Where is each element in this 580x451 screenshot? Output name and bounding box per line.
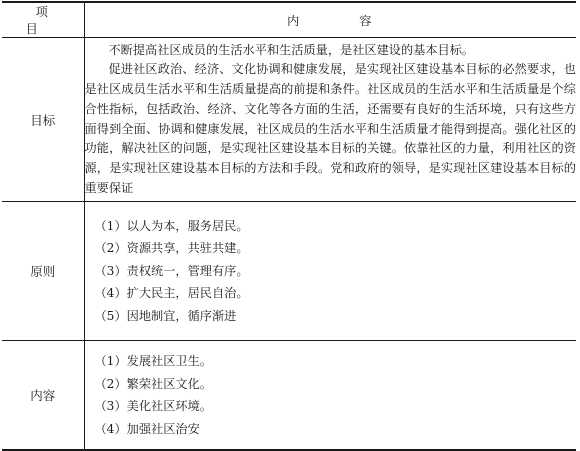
principle-list bbox=[85, 215, 577, 328]
header-row bbox=[2, 2, 576, 38]
list-item: （4）加强社区治安 bbox=[94, 421, 200, 436]
header-content: 内容 bbox=[84, 2, 576, 38]
goal-paragraph-2: 促进社区政治、经济、文化协调和健康发展，是实现社区建设基本目标的必然要求，也是社区成员生活水平和生活质量提高的前提和条件。社区成员的生活水平和生活质量是个综合性指标，包括政治、经济、文化等各方面的生活，还需要有良好的生活环境，只有这些方面得到全面、协调和健康发展，社区成员的生活水平和生活质量才能得到提高。强化社区的功能，解决社区的问题，是实现社区建设基本目标的关键。依靠社区的力量，利用社区的资源，是实现社区建设基本目标的方法和手段。党和政府的领导，是实现社区建设基本目标的重要保证 bbox=[84, 62, 576, 195]
list-item: （1）以人为本，服务居民。 bbox=[94, 218, 249, 233]
list-item: （1）发展社区卫生。 bbox=[94, 354, 212, 368]
row-content-content bbox=[84, 341, 576, 451]
row-content-principle bbox=[84, 202, 576, 341]
row-label-principle: 原则 bbox=[2, 202, 84, 341]
list-item: （2）繁荣社区文化。 bbox=[94, 376, 212, 391]
list-item: （3）美化社区环境。 bbox=[94, 399, 212, 413]
row-content-goal bbox=[84, 38, 576, 202]
community-building-table bbox=[2, 1, 576, 451]
list-item: （5）因地制宜，循序渐进 bbox=[94, 308, 237, 323]
row-label-content: 内容 bbox=[2, 341, 84, 451]
header-item: 项目 bbox=[2, 2, 84, 38]
row-label-goal: 目标 bbox=[2, 38, 84, 202]
list-item: （4）扩大民主，居民自治。 bbox=[94, 286, 249, 301]
table-row-goal bbox=[2, 38, 576, 202]
goal-paragraph-1: 不断提高社区成员的生活水平和生活质量，是社区建设的基本目标。 bbox=[108, 42, 475, 57]
table-row-content bbox=[2, 341, 576, 451]
content-list bbox=[85, 350, 577, 440]
list-item: （2）资源共享，共驻共建。 bbox=[94, 241, 249, 256]
list-item: （3）责权统一，管理有序。 bbox=[94, 263, 249, 278]
table-row-principle bbox=[2, 202, 576, 341]
